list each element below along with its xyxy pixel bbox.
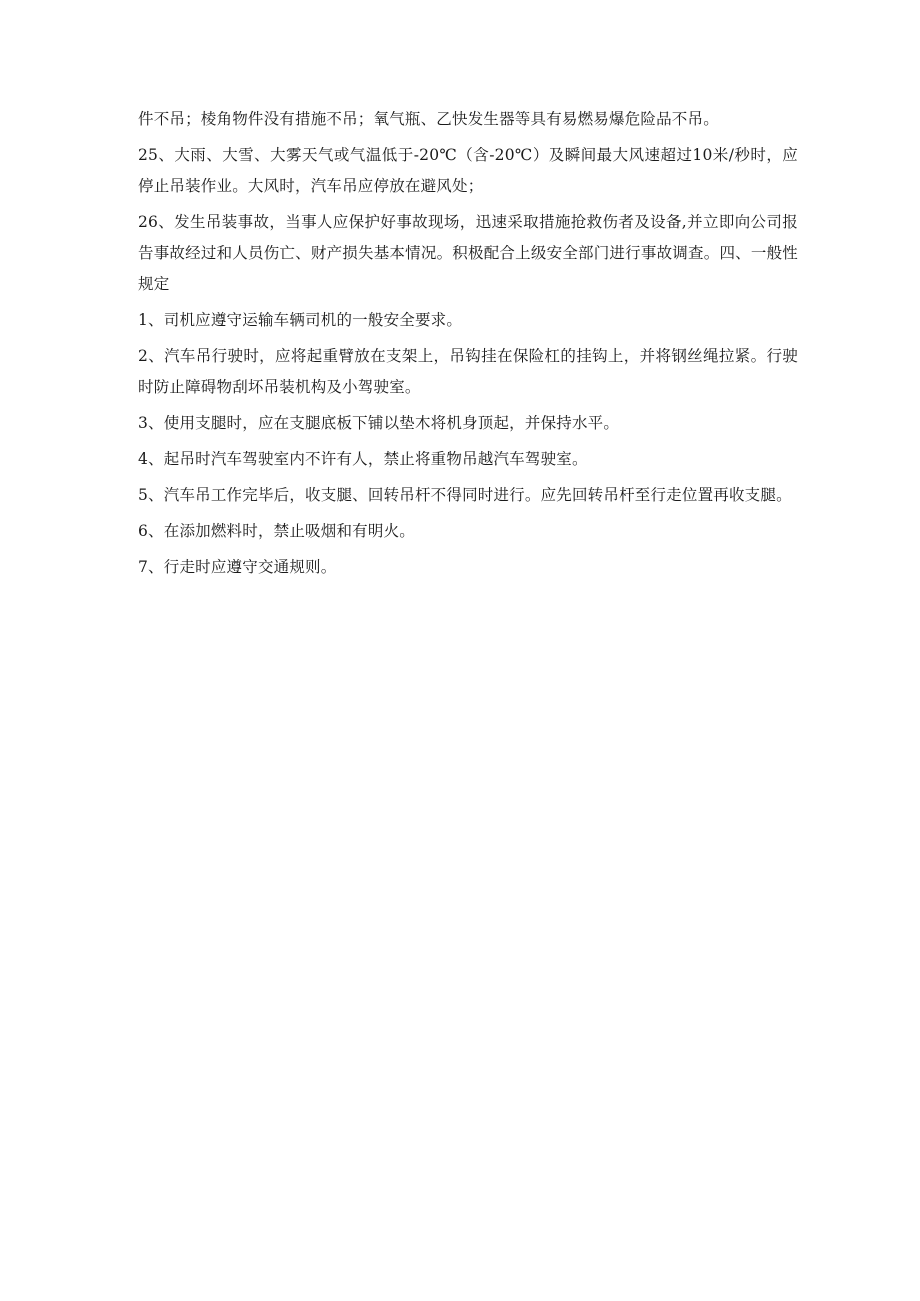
paragraph-general-7: 7、行走时应遵守交通规则。	[138, 558, 337, 576]
paragraph-general-4: 4、起吊时汽车驾驶室内不许有人，禁止将重物吊越汽车驾驶室。	[138, 450, 588, 468]
paragraph-general-5: 5、汽车吊工作完毕后，收支腿、回转吊杆不得同时进行。应先回转吊杆至行走位置再收支腿。	[138, 486, 792, 504]
paragraph-rule-25: 25、大雨、大雪、大雾天气或气温低于-20℃（含-20℃）及瞬间最大风速超过10米/秒时，应停止吊装作业。大风时，汽车吊应停放在避风处；	[138, 146, 798, 195]
paragraph-general-2: 2、汽车吊行驶时，应将起重臂放在支架上，吊钩挂在保险杠的挂钩上，并将钢丝绳拉紧。行驶时防止障碍物刮坏吊装机构及小驾驶室。	[138, 347, 798, 396]
document-body	[138, 104, 798, 583]
paragraph-general-6: 6、在添加燃料时，禁止吸烟和有明火。	[138, 522, 415, 540]
paragraph-rule-26: 26、发生吊装事故，当事人应保护好事故现场，迅速采取措施抢救伤者及设备,并立即向公司报告事故经过和人员伤亡、财产损失基本情况。积极配合上级安全部门进行事故调查。四、一般性规定	[138, 213, 798, 293]
paragraph-general-1: 1、司机应遵守运输车辆司机的一般安全要求。	[138, 311, 463, 329]
paragraph-general-3: 3、使用支腿时，应在支腿底板下铺以垫木将机身顶起，并保持水平。	[138, 414, 620, 432]
paragraph-continuation: 件不吊；棱角物件没有措施不吊；氧气瓶、乙快发生器等具有易燃易爆危险品不吊。	[138, 110, 719, 128]
